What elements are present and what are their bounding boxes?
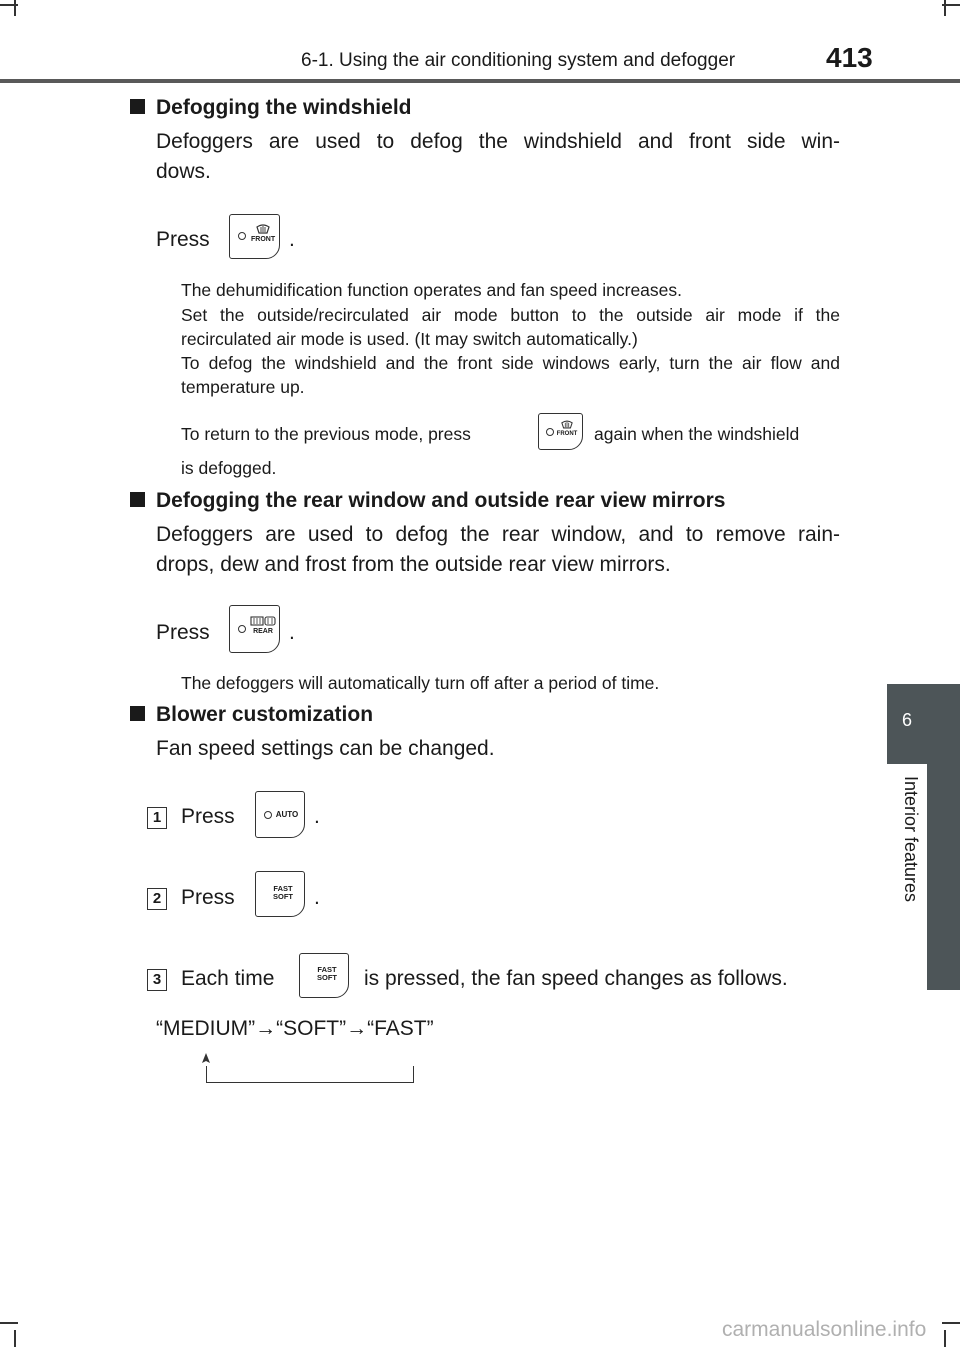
period: . — [314, 886, 320, 909]
note-text: is defogged. — [181, 458, 277, 478]
header-rule — [0, 79, 960, 83]
note-text: Set the outside/recirculated air mode button to the outside air mode if the recirculated air mode is used. (It may switch automatically.) — [181, 305, 840, 349]
crop-mark — [944, 0, 946, 16]
chapter-tab-rule — [927, 764, 960, 990]
section-heading-rear-window: Defogging the rear window and outside rear view mirrors — [130, 489, 725, 513]
body-text: Fan speed settings can be changed. — [156, 737, 495, 760]
auto-button-icon: AUTO — [255, 791, 305, 838]
note-text: The dehumidification function operates and fan speed increases. — [181, 280, 683, 300]
period: . — [289, 621, 295, 644]
step-text: Press — [181, 886, 235, 909]
period: . — [314, 805, 320, 828]
fast-soft-button-icon: FAST SOFT — [299, 953, 349, 998]
step-number: 2 — [147, 888, 167, 910]
windshield-icon — [561, 420, 573, 429]
note-text: again when the windshield — [594, 424, 800, 444]
step-text: is pressed, the fan speed changes as follows. — [364, 967, 788, 990]
front-defogger-button-icon: FRONT — [229, 214, 280, 259]
loop-arrow-icon — [199, 1053, 213, 1073]
section-heading-blower: Blower customization — [130, 703, 373, 727]
fast-soft-button-icon: FAST SOFT — [255, 871, 305, 917]
sequence-loop-line — [206, 1066, 414, 1083]
note-text: The defoggers will automatically turn off after a period of time. — [181, 673, 660, 693]
crop-mark — [0, 1322, 18, 1324]
section-heading-windshield: Defogging the windshield — [130, 96, 412, 120]
windshield-icon — [256, 224, 270, 234]
step-text: Each time — [181, 967, 275, 990]
page-number: 413 — [826, 42, 873, 73]
chapter-label: Interior features — [901, 776, 921, 903]
front-defogger-button-icon: FRONT — [538, 413, 583, 450]
header-title: 6-1. Using the air conditioning system and defogger — [301, 50, 736, 71]
step-text: Press — [181, 805, 235, 828]
chapter-number: 6 — [901, 710, 912, 730]
square-bullet-icon — [130, 99, 145, 114]
rear-window-mirror-icon — [250, 616, 276, 626]
body-text: Defoggers are used to defog the rear window, and to remove rain- — [156, 523, 840, 546]
watermark: carmanualsonline.info — [722, 1318, 927, 1341]
crop-mark — [944, 1330, 946, 1347]
note-text: To return to the previous mode, press — [181, 424, 471, 444]
step-number: 1 — [147, 807, 167, 829]
body-text: drops, dew and frost from the outside rear view mirrors. — [156, 553, 671, 576]
crop-mark — [14, 1330, 16, 1347]
body-text: Defoggers are used to defog the windshield and front side win- — [156, 130, 840, 153]
press-label: Press — [156, 228, 210, 251]
body-text: dows. — [156, 160, 211, 183]
press-label: Press — [156, 621, 210, 644]
crop-mark — [14, 0, 16, 16]
square-bullet-icon — [130, 492, 145, 507]
step-number: 3 — [147, 969, 167, 991]
square-bullet-icon — [130, 706, 145, 721]
note-text: To defog the windshield and the front side windows early, turn the air flow and temperature up. — [181, 353, 840, 397]
crop-mark — [942, 1322, 960, 1324]
fan-speed-sequence: “MEDIUM”→“SOFT”→“FAST” — [156, 1017, 434, 1040]
rear-defogger-button-icon: REAR — [229, 605, 280, 653]
period: . — [289, 228, 295, 251]
